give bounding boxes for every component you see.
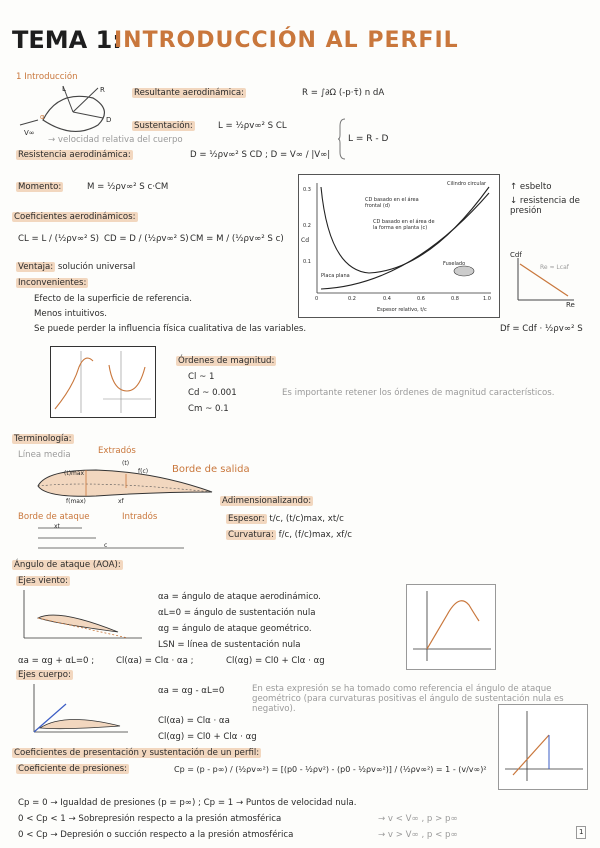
- cd-label-basado: CD basado en el área frontal (d): [365, 197, 419, 209]
- sustentacion-label: Sustentación:: [134, 121, 193, 131]
- cuerpo-f1: Cl(αa) = Clα · αa: [158, 716, 230, 726]
- cd-label-cilindro: Cilindro circular: [447, 181, 487, 187]
- term-extrados: Extradós: [98, 446, 136, 456]
- cl-alpha-geom-chart: [498, 704, 588, 790]
- cdf-label: Cdf: [510, 251, 522, 259]
- resistencia-formula: D = ½ρv∞² S CD ; D = V∞ / |V∞|: [190, 150, 331, 160]
- ejes-viento-diagram: [18, 588, 148, 644]
- cd-y-label: Cd: [301, 237, 309, 244]
- airfoil-terminology: [16, 458, 216, 504]
- ejes-cuerpo-diagram: [24, 682, 134, 738]
- label-L: L: [62, 85, 66, 93]
- cd-x-label: Espesor relativo, t/c: [377, 307, 427, 313]
- term-xt: xt: [54, 523, 60, 530]
- cl-alpha-curve: [427, 601, 479, 649]
- cd-x-tick-0: 0: [315, 296, 319, 302]
- cuerpo-f2: Cl(αg) = Cl0 + Clα · αg: [158, 732, 257, 742]
- resultante-formula: R = ∫∂Ω (-p·τ̄) n dA: [302, 88, 385, 98]
- cl-cd-curves-svg: [51, 347, 155, 417]
- term-tmax: (t)max: [64, 470, 85, 477]
- angulo-formula-2: Cl(αa) = Clα · αa ;: [116, 656, 194, 666]
- df-formula: Df = Cdf · ½ρv∞² S: [500, 324, 583, 334]
- cd-label-planta: CD basado en el área de la forma en planta (c): [373, 219, 435, 231]
- term-borde-ataque: Borde de ataque: [18, 512, 90, 522]
- cl-alpha-chart: [406, 584, 496, 670]
- cd-label-placa: Placa plana: [321, 273, 350, 279]
- page-number: 1: [576, 826, 586, 839]
- cd-x-tick-4: 0.8: [451, 296, 459, 302]
- re-label: Re: [566, 301, 575, 309]
- inconveniente-3: Se puede perder la influencia física cualitativa de las variables.: [34, 324, 307, 334]
- ejes-cuerpo-label: Ejes cuerpo:: [18, 670, 71, 680]
- section-heading-intro: 1 Introducción: [16, 72, 78, 82]
- orden-cm: Cm ~ 0.1: [188, 404, 229, 414]
- angulo-heading: Ángulo de ataque (AOA):: [14, 560, 121, 570]
- cl-curve: [55, 358, 93, 409]
- momento-label: Momento:: [18, 182, 62, 192]
- cd-x-tick-2: 0.4: [383, 296, 391, 302]
- term-intrados: Intradós: [122, 512, 158, 522]
- drag-vector: [73, 112, 103, 118]
- cd-y-tick-0: 0.3: [303, 187, 311, 193]
- term-linea-media: Línea media: [18, 450, 71, 460]
- cuerpo-formula: αa = αg - αL=0: [158, 686, 225, 696]
- cp-formula: Cp = (p - p∞) / (½ρv∞²) = [(p0 - ½ρv²) - (p0 - ½ρv∞²)] / (½ρv∞²) = 1 - (v/v∞)²: [174, 765, 487, 774]
- angulo-def-2: αL=0 = ángulo de sustentación nula: [158, 608, 316, 618]
- title-prefix: TEMA 1:: [12, 26, 122, 54]
- cd-x-tick-1: 0.2: [348, 296, 356, 302]
- term-t: (t): [122, 460, 130, 467]
- orden-cl: Cl ~ 1: [188, 372, 215, 382]
- presion-line-1: Cp = 0 → Igualdad de presiones (p = p∞) ; Cp = 1 → Puntos de velocidad nula.: [18, 798, 357, 808]
- inconveniente-1: Efecto de la superficie de referencia.: [34, 294, 193, 304]
- cl-alpha-geom-svg: [499, 705, 587, 789]
- cd-y-tick-1: 0.2: [303, 223, 311, 229]
- cd-x-tick-5: 1.0: [483, 296, 491, 302]
- presion-line-2: 0 < Cp < 1 → Sobrepresión respecto a la presión atmosférica: [18, 814, 282, 824]
- cuerpo-note: En esta expresión se ha tomado como referencia el ángulo de ataque geométrico (para curvaturas positivas el ángulo de sustentación nula es negativo).: [252, 684, 564, 714]
- resistencia-label: Resistencia aerodinámica:: [18, 150, 131, 160]
- sustentacion-formula: L = ½ρv∞² S CL: [218, 121, 287, 131]
- cd-curve: [109, 365, 145, 391]
- coef-cl: CL = L / (½ρv∞² S): [18, 234, 99, 244]
- cl-cd-curves: [50, 346, 156, 418]
- coef-cm: CM = M / (½ρv∞² S c): [190, 234, 284, 244]
- brace: [338, 118, 346, 160]
- term-fmax: f(max): [66, 498, 86, 505]
- coeficientes-label: Coeficientes aerodinámicos:: [14, 212, 136, 222]
- cd-thickness-chart: [298, 174, 500, 318]
- term-borde-salida: Borde de salida: [172, 464, 250, 475]
- resultante-label: Resultante aerodinámica:: [134, 88, 245, 98]
- ejes-viento-label: Ejes viento:: [18, 576, 69, 586]
- adim-label: Adimensionalizando:: [222, 496, 312, 506]
- presion-line-3: 0 < Cp → Depresión o succión respecto a la presión atmosférica: [18, 830, 294, 840]
- cd-x-tick-3: 0.6: [417, 296, 425, 302]
- angulo-def-1: αa = ángulo de ataque aerodinámico.: [158, 592, 321, 602]
- airfoil-cuerpo: [40, 719, 120, 728]
- term-c: c: [104, 542, 108, 549]
- cd-label-fuselado: Fuselado: [443, 261, 466, 267]
- presion-heading: Coeficientes de presentación y sustentación de un perfil:: [14, 748, 260, 758]
- angulo-def-3: αg = ángulo de ataque geométrico.: [158, 624, 312, 634]
- velocidad-note: → velocidad relativa del cuerpo: [48, 135, 183, 145]
- adim-curvatura: Curvatura: f/c, (f/c)max, xf/c: [228, 530, 352, 540]
- resistencia-presion-note: ↓ resistencia de presión: [510, 196, 580, 216]
- term-fc: f(c): [138, 468, 149, 475]
- angulo-formula-1: αa = αg + αL=0 ;: [18, 656, 95, 666]
- adim-espesor: Espesor: t/c, (t/c)max, xt/c: [228, 514, 344, 524]
- angulo-def-4: LSN = línea de sustentación nula: [158, 640, 301, 650]
- presion-grey-1: → v < V∞ , p > p∞: [378, 814, 458, 824]
- freestream-arrow: [20, 120, 38, 125]
- label-D: D: [106, 116, 112, 124]
- momento-formula: M = ½ρv∞² S c·CM: [87, 182, 169, 192]
- label-vinf: V∞: [24, 129, 35, 137]
- esbelto-note: ↑ esbelto: [510, 182, 552, 192]
- angulo-formula-3: Cl(αg) = Cl0 + Clα · αg: [226, 656, 325, 666]
- label-alpha: α: [40, 113, 45, 121]
- ventaja-row: Ventaja: solución universal: [18, 262, 136, 272]
- terminologia-label: Terminología:: [14, 434, 72, 444]
- ordenes-note: Es importante retener los órdenes de magnitud característicos.: [282, 388, 555, 398]
- label-R: R: [100, 86, 105, 94]
- cp-label: Coeficiente de presiones:: [18, 764, 127, 774]
- term-xf: xf: [118, 498, 124, 505]
- page-title: INTRODUCCIÓN AL PERFIL: [114, 28, 459, 53]
- inconveniente-2: Menos intuitivos.: [34, 309, 107, 319]
- cl-alpha-svg: [407, 585, 495, 669]
- airfoil-viento: [38, 615, 118, 632]
- trans-label: Re ≈ Lcaf: [540, 264, 569, 271]
- orden-cd: Cd ~ 0.001: [188, 388, 237, 398]
- inconvenientes-label: Inconvenientes:: [18, 278, 87, 288]
- resultant-vector: [73, 88, 98, 112]
- ordenes-label: Órdenes de magnitud:: [178, 356, 275, 366]
- coef-cd: CD = D / (½ρv∞² S): [104, 234, 189, 244]
- presion-grey-2: → v > V∞ , p < p∞: [378, 830, 458, 840]
- brace-formula: L = R - D: [348, 134, 389, 144]
- cd-y-tick-2: 0.1: [303, 259, 311, 265]
